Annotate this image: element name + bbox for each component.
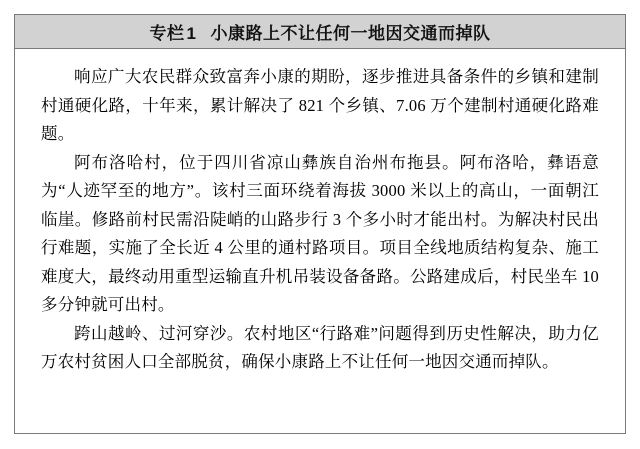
paragraph: 阿布洛哈村，位于四川省凉山彝族自治州布拖县。阿布洛哈，彝语意为“人迹罕至的地方”。该村三面环绕着海拔 3000 米以上的高山，一面朝江临崖。修路前村民需沿陡峭的山路步行 3 个多小时才能出村。为解决村民出行难题，实施了全长近 4 公里的通村路项目。项目全线地质结构复杂、施工难度大，最终动用重型运输直升机吊装设备备路。公路建成后，村民坐车 10 多分钟就可出村。 — [41, 152, 599, 314]
feature-box-title-bar — [15, 15, 625, 49]
title-number: 1 — [186, 24, 197, 43]
feature-box-body — [15, 49, 625, 387]
paragraph: 跨山越岭、过河穿沙。农村地区“行路难”问题得到历史性解决，助力亿万农村贫困人口全部脱贫，确保小康路上不让任何一地因交通而掉队。 — [41, 323, 599, 371]
title-heading: 小康路上不让任何一地因交通而掉队 — [210, 24, 491, 43]
page-title — [150, 19, 491, 44]
feature-box — [14, 14, 626, 434]
title-label: 专栏 — [149, 24, 185, 43]
paragraph: 响应广大农民群众致富奔小康的期盼，逐步推进具备条件的乡镇和建制村通硬化路，十年来，累计解决了 821 个乡镇、7.06 万个建制村通硬化路难题。 — [41, 67, 599, 143]
